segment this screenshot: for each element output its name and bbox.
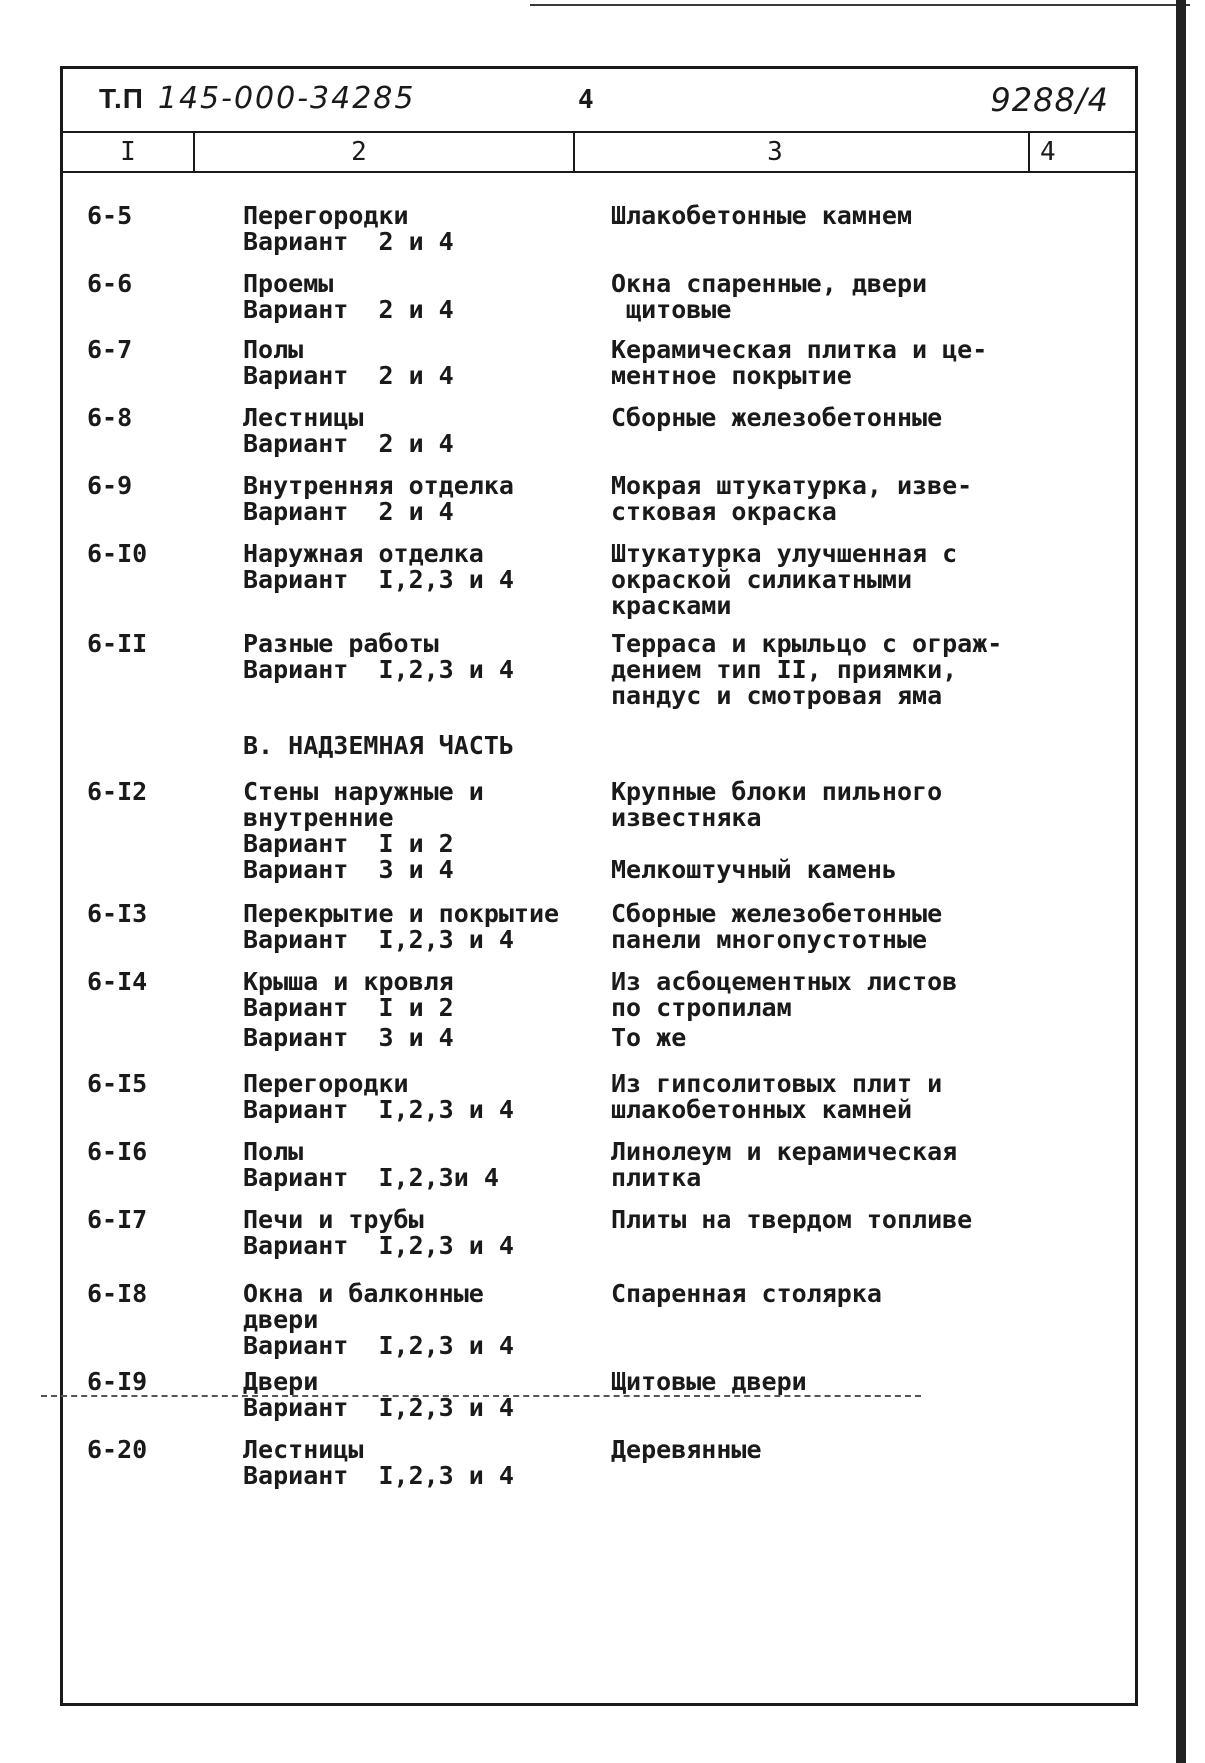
row-element: Перегородки Вариант I,2,3 и 4 [243, 1069, 514, 1124]
row-description: Керамическая плитка и це- ментное покрытие [611, 335, 988, 390]
row-description: Мокрая штукатурка, изве- стковая окраска [611, 471, 973, 526]
row-element: Проемы Вариант 2 и 4 [243, 269, 454, 324]
row-element: Перекрытие и покрытие Вариант I,2,3 и 4 [243, 899, 560, 954]
document-code [99, 81, 415, 116]
row-number: 6-7 [87, 335, 133, 364]
row-element: Окна и балконные двери Вариант I,2,3 и 4 [243, 1279, 514, 1360]
row-number: 6-20 [87, 1435, 148, 1464]
row-number: 6-5 [87, 201, 133, 230]
row-description: Деревянные [611, 1435, 762, 1464]
row-element: Вариант 3 и 4 [243, 1023, 454, 1052]
sheet-reference: 9288/4 [990, 81, 1109, 119]
row-description: Сборные железобетонные панели многопустотные [611, 899, 943, 954]
column-header-1: I [120, 137, 136, 167]
row-description: Штукатурка улучшенная с окраской силикатными красками [611, 539, 958, 620]
page-number: 4 [578, 85, 594, 115]
scan-edge-right [1176, 0, 1186, 1763]
row-number: 6-I2 [87, 777, 148, 806]
row-description: То же [611, 1023, 687, 1052]
row-description: Щитовые двери [611, 1367, 807, 1396]
row-number: 6-I6 [87, 1137, 148, 1166]
row-number: 6-I4 [87, 967, 148, 996]
row-number: 6-I8 [87, 1279, 148, 1308]
row-element: Лестницы Вариант 2 и 4 [243, 403, 454, 458]
row-element: Наружная отделка Вариант I,2,3 и 4 [243, 539, 514, 594]
dashed-line [41, 1395, 921, 1397]
row-description: Шлакобетонные камнем [611, 201, 913, 230]
row-number: 6-II [87, 629, 148, 658]
row-description: Плиты на твердом топливе [611, 1205, 973, 1234]
code-value: 145-000-34285 [157, 81, 416, 116]
title-block [63, 69, 1135, 133]
row-number: 6-I7 [87, 1205, 148, 1234]
row-description: Окна спаренные, двери щитовые [611, 269, 928, 324]
row-element: Стены наружные и внутренние Вариант I и 2 [243, 777, 484, 858]
column-header-row [63, 133, 1135, 173]
row-description: Мелкоштучный камень [611, 855, 897, 884]
row-number: 6-I9 [87, 1367, 148, 1396]
row-number: 6-9 [87, 471, 133, 500]
row-element: Разные работы Вариант I,2,3 и 4 [243, 629, 514, 684]
code-label: Т.П [99, 83, 144, 114]
row-element: Лестницы Вариант I,2,3 и 4 [243, 1435, 514, 1490]
row-element: Двери Вариант I,2,3 и 4 [243, 1367, 514, 1422]
row-description: Крупные блоки пильного известняка [611, 777, 943, 832]
row-number: 6-I5 [87, 1069, 148, 1098]
row-number: 6-8 [87, 403, 133, 432]
column-header-3: 3 [767, 137, 783, 167]
row-description: Сборные железобетонные [611, 403, 943, 432]
row-element: Крыша и кровля Вариант I и 2 [243, 967, 454, 1022]
column-header-4: 4 [1040, 137, 1056, 167]
section-title: В. НАДЗЕМНАЯ ЧАСТЬ [243, 731, 514, 760]
row-element: Перегородки Вариант 2 и 4 [243, 201, 454, 256]
row-description: Терраса и крыльцо с ограж- дением тип II, приямки, пандус и смотровая яма [611, 629, 1003, 710]
row-element: Печи и трубы Вариант I,2,3 и 4 [243, 1205, 514, 1260]
row-element: Полы Вариант I,2,3и 4 [243, 1137, 499, 1192]
row-element: Внутренняя отделка Вариант 2 и 4 [243, 471, 514, 526]
row-element: Полы Вариант 2 и 4 [243, 335, 454, 390]
row-description: Спаренная столярка [611, 1279, 882, 1308]
row-description: Из гипсолитовых плит и шлакобетонных камней [611, 1069, 943, 1124]
row-number: 6-I3 [87, 899, 148, 928]
row-description: Из асбоцементных листов по стропилам [611, 967, 958, 1022]
scan-edge-top [530, 4, 1190, 6]
column-header-2: 2 [351, 137, 367, 167]
document-sheet [60, 66, 1138, 1706]
row-number: 6-I0 [87, 539, 148, 568]
row-element: Вариант 3 и 4 [243, 855, 454, 884]
row-number: 6-6 [87, 269, 133, 298]
row-description: Линолеум и керамическая плитка [611, 1137, 958, 1192]
